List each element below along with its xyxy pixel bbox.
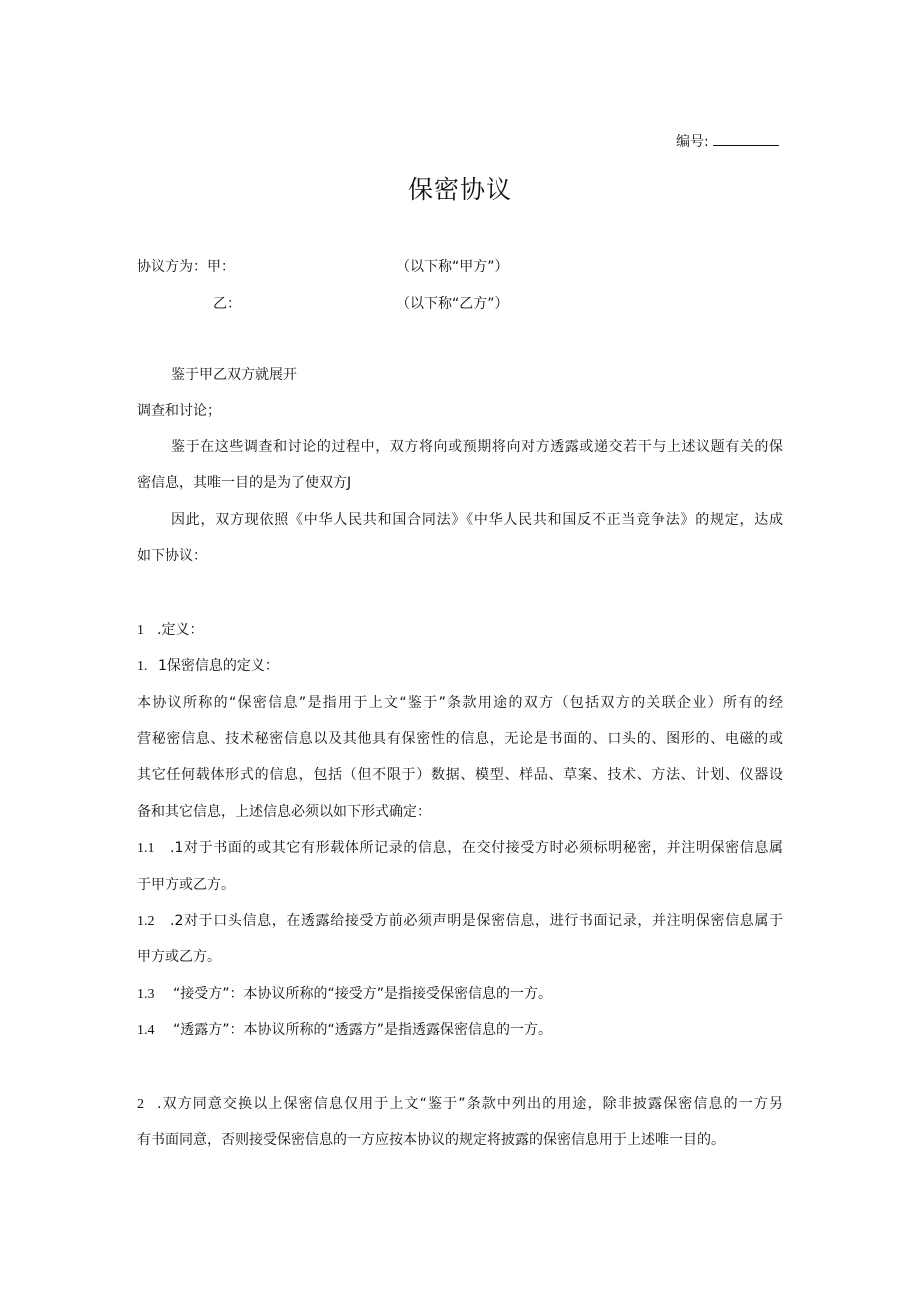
document-number-label: 编号:	[676, 134, 709, 150]
preamble-p1-line1: 鉴于甲乙双方就展开	[171, 367, 297, 383]
section1-number: 1	[137, 623, 144, 638]
definition-line-2: 营秘密信息、技术秘密信息以及其他具有保密性的信息，无论是书面的、口头的、图形的、电磁的或	[137, 731, 783, 747]
definition-line-1: 本协议所称的“保密信息”是指用于上文“鉴于”条款用途的双方（包括双方的关联企业）所有的经	[137, 695, 783, 711]
item-1-1-1-line2: 于甲方或乙方。	[137, 877, 235, 893]
document-title: 保密协议	[407, 175, 512, 204]
preamble-p3-line1: 因此，双方现依照《中华人民共和国合同法》《中华人民共和国反不正当竞争法》的规定，达成	[171, 512, 783, 528]
party-a-alias: （以下称“甲方”）	[396, 259, 509, 275]
item-1-3	[137, 985, 552, 1004]
preamble-p3-line2: 如下协议：	[137, 548, 207, 564]
item-1-3-text: “接受方”：本协议所称的“接受方”是指接受保密信息的一方。	[173, 986, 553, 1002]
preamble-p2-line1: 鉴于在这些调查和讨论的过程中，双方将向或预期将向对方透露或递交若干与上述议题有关的保	[171, 439, 783, 455]
definition-line-3: 其它任何载体形式的信息，包括（但不限于）数据、模型、样品、草案、技术、方法、计划、仪器设	[137, 767, 783, 783]
document-number	[676, 133, 779, 151]
section1-1-heading	[137, 657, 279, 676]
item-1-1-1-line1: .1对于书面的或其它有形载体所记录的信息，在交付接受方时必须标明秘密，并注明保密信息属	[170, 840, 783, 856]
preamble-p1-line2: 调查和讨论；	[137, 403, 221, 419]
section2-line2: 有书面同意，否则接受保密信息的一方应按本协议的规定将披露的保密信息用于上述唯一目的。	[137, 1132, 725, 1148]
party-b-label: 乙：	[213, 296, 241, 312]
parties-intro: 协议方为：甲：	[137, 259, 235, 275]
section2-line1	[137, 1095, 783, 1114]
party-b-alias: （以下称“乙方”）	[396, 296, 509, 312]
document-number-blank	[713, 133, 779, 146]
section1-1-number: 1.	[137, 659, 148, 674]
item-1-2	[137, 912, 783, 931]
item-1-2-line2: 甲方或乙方。	[137, 949, 221, 965]
item-1-4	[137, 1021, 552, 1040]
item-1-1-1-number: 1.1	[137, 841, 155, 856]
item-1-2-number: 1.2	[137, 914, 155, 929]
item-1-4-text: “透露方”：本协议所称的“透露方”是指透露保密信息的一方。	[173, 1022, 553, 1038]
section1-1-heading-text: 1保密信息的定义：	[158, 658, 279, 674]
item-1-3-number: 1.3	[137, 987, 155, 1002]
section1-heading-text: .定义：	[157, 622, 204, 638]
item-1-1-1	[137, 839, 783, 858]
section2-line1-text: .双方同意交换以上保密信息仅用于上文“鉴于”条款中列出的用途，除非披露保密信息的一方另	[157, 1096, 783, 1112]
item-1-4-number: 1.4	[137, 1023, 155, 1038]
section2-number: 2	[137, 1097, 144, 1112]
section1-heading	[137, 621, 203, 640]
preamble-p2-line2: 密信息，其唯一目的是为了使双方J	[137, 475, 352, 491]
item-1-2-line1: .2对于口头信息，在透露给接受方前必须声明是保密信息，进行书面记录，并注明保密信息属于	[170, 913, 783, 929]
definition-line-4: 备和其它信息，上述信息必须以如下形式确定：	[137, 804, 431, 820]
